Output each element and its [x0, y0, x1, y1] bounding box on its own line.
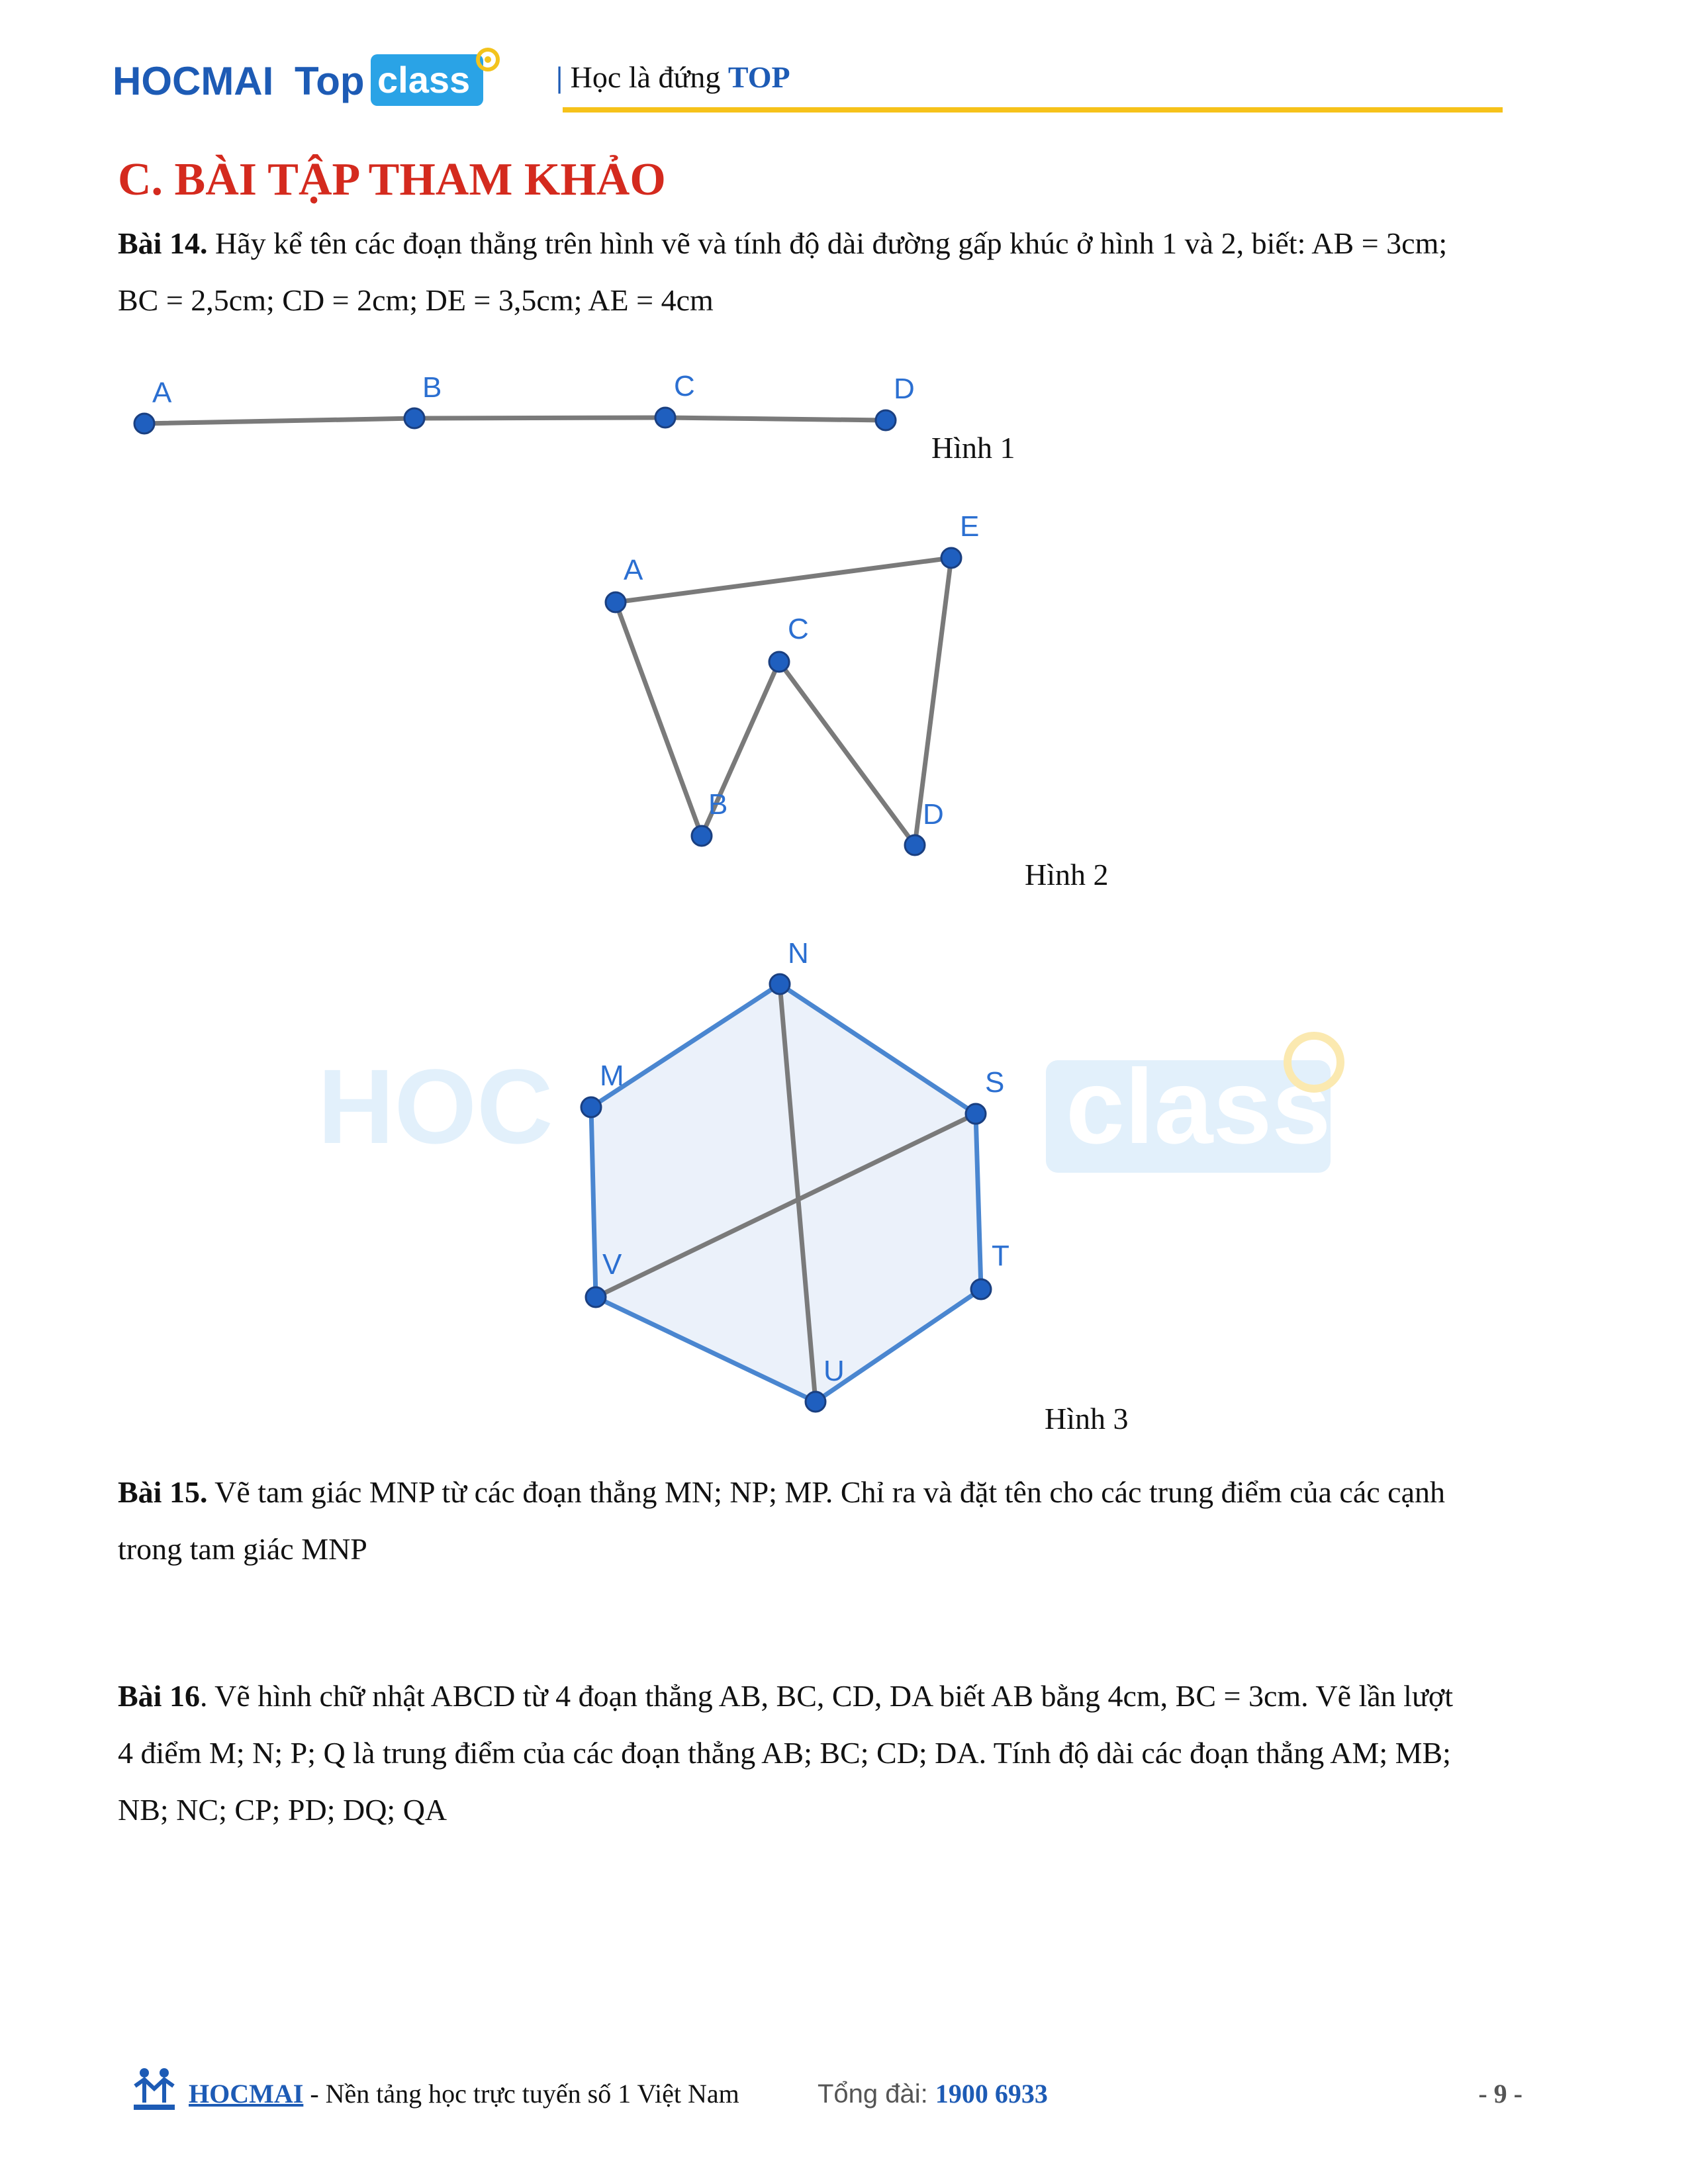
bai14-line1-text: Hãy kể tên các đoạn thẳng trên hình vẽ và tính độ dài đường gấp khúc ở hình 1 và 2, biết: AB = 3cm; [214, 226, 1448, 260]
hinh2-segments [616, 558, 951, 845]
hinh2-label-b: B [708, 788, 728, 821]
hinh3-label-v: V [602, 1248, 622, 1281]
hinh2-point-c [769, 652, 789, 672]
footer-left [189, 2078, 739, 2109]
hinh1-point-d [876, 410, 896, 430]
footer [132, 2078, 1523, 2124]
hinh3-label-n: N [788, 937, 809, 970]
bai16-paragraph [118, 1668, 1574, 1839]
slogan-text: Học là đứng [570, 60, 721, 94]
hinh2-point-a [606, 592, 626, 612]
hinh3-label-m: M [600, 1060, 624, 1092]
hinh2-point-e [941, 548, 961, 568]
hinh1-point-a [134, 414, 154, 433]
hinh1-label-c: C [674, 370, 695, 402]
footer-brand-link[interactable]: HOCMAI [189, 2079, 304, 2109]
bai15-paragraph [118, 1464, 1574, 1578]
hinh1-label-b: B [422, 371, 442, 404]
bai15-label: Bài 15. [118, 1475, 208, 1509]
bai16-line2: 4 điểm M; N; P; Q là trung điểm của các đoạn thẳng AB; BC; CD; DA. Tính độ dài các đoạn thẳng AM; MB; [118, 1736, 1451, 1770]
hinh3-point-n [770, 974, 790, 994]
hinh1-figure [134, 370, 915, 433]
page-number: - 9 - [1478, 2079, 1523, 2109]
bai16-label: Bài 16 [118, 1679, 200, 1713]
hinh3-label-u: U [823, 1355, 845, 1387]
hinh2-point-d [905, 835, 925, 855]
hinh2-label-d: D [923, 798, 944, 831]
hinh1-caption: Hình 1 [931, 431, 1015, 465]
footer-hotline [818, 2078, 1048, 2109]
footer-tagline: - Nền tảng học trực tuyến số 1 Việt Nam [303, 2079, 739, 2109]
bai16-line1-text: . Vẽ hình chữ nhật ABCD từ 4 đoạn thẳng AB, BC, CD, DA biết AB bằng 4cm, BC = 3cm. Vẽ lần lượt [199, 1679, 1453, 1713]
hinh1-segments [144, 418, 886, 424]
bai16-line1 [118, 1668, 1574, 1725]
logo-hocmai: HOCMAI [113, 59, 274, 103]
bai14-label: Bài 14. [118, 226, 208, 260]
footer-hotline-label: Tổng đài: [818, 2079, 935, 2109]
slogan-top: TOP [727, 60, 790, 94]
hinh1-point-c [655, 408, 675, 428]
hinh2-point-b [692, 826, 712, 846]
hinh3-label-s: S [985, 1066, 1005, 1099]
hinh2-label-e: E [960, 510, 980, 543]
hinh1-label-d: D [894, 373, 915, 405]
hinh3-point-t [971, 1279, 991, 1299]
section-title: C. BÀI TẬP THAM KHẢO [118, 154, 666, 205]
logo-top: Top [295, 59, 365, 103]
hinh3-point-s [966, 1104, 986, 1124]
hinh3-point-v [586, 1287, 606, 1307]
hinh2-caption: Hình 2 [1025, 858, 1109, 891]
hinh2-label-c: C [788, 613, 809, 645]
bai16-line3: NB; NC; CP; PD; DQ; QA [118, 1793, 447, 1827]
bai15-line1-text: Vẽ tam giác MNP từ các đoạn thẳng MN; NP; MP. Chỉ ra và đặt tên cho các trung điểm của các cạnh [214, 1475, 1445, 1509]
hinh3-label-t: T [992, 1240, 1009, 1272]
slogan-bar: | [556, 60, 563, 94]
hinh3-caption: Hình 3 [1045, 1402, 1129, 1435]
bai15-line1 [118, 1464, 1574, 1521]
hinh1-label-a: A [152, 377, 172, 409]
hinh2-figure [606, 510, 979, 855]
hinh2-label-a: A [624, 554, 643, 586]
hinh3-point-u [806, 1392, 825, 1412]
bai15-line2: trong tam giác MNP [118, 1532, 367, 1566]
hinh3-point-m [581, 1097, 601, 1117]
watermark-right: class [1066, 1047, 1331, 1165]
hinh1-point-b [404, 408, 424, 428]
hocmai-people-icon [132, 2066, 176, 2113]
watermark-left: HOC [318, 1047, 553, 1165]
logo-class: class [377, 59, 471, 101]
hinh3-figure [581, 937, 1009, 1412]
bai14-line2: BC = 2,5cm; CD = 2cm; DE = 3,5cm; AE = 4cm [118, 283, 714, 317]
footer-hotline-number: 1900 6933 [935, 2079, 1048, 2109]
